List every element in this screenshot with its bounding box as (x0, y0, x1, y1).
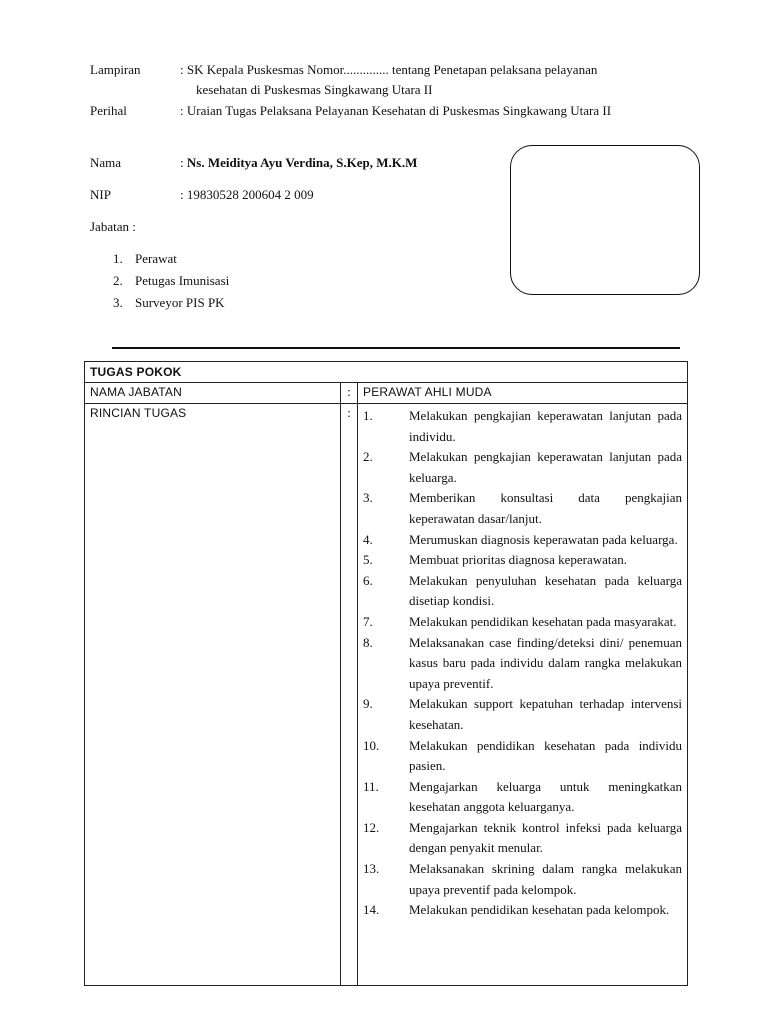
list-item (363, 736, 682, 777)
duties-table (84, 361, 688, 986)
nama-jabatan-colon: : (341, 383, 358, 404)
task-number: 13. (363, 861, 380, 877)
list-item (363, 550, 682, 571)
jabatan-item-number: 3. (113, 295, 123, 310)
task-number: 7. (363, 613, 373, 629)
task-list (363, 406, 682, 921)
perihal-value: : Uraian Tugas Pelaksana Pelayanan Kesehatan di Puskesmas Singkawang Utara II (180, 103, 612, 118)
list-item (363, 777, 682, 818)
nama-value: Ns. Meiditya Ayu Verdina, S.Kep, M.K.M (186, 155, 418, 170)
nama-jabatan-label: NAMA JABATAN (85, 383, 341, 404)
task-number: 9. (363, 696, 373, 712)
list-item (363, 530, 682, 551)
task-text: Melakukan pengkajian keperawatan lanjutan pada individu. (409, 408, 683, 444)
lampiran-value-line2: kesehatan di Puskesmas Singkawang Utara II (196, 82, 433, 97)
task-number: 3. (363, 490, 373, 506)
task-text: Membuat prioritas diagnosa keperawatan. (409, 552, 628, 568)
list-item (363, 694, 682, 735)
lampiran-label: Lampiran (90, 62, 141, 77)
list-item (363, 571, 682, 612)
task-number: 12. (363, 819, 380, 835)
table-title-row (85, 362, 688, 383)
task-text: Melakukan pengkajian keperawatan lanjutan pada keluarga. (409, 449, 683, 485)
task-text: Merumuskan diagnosis keperawatan pada keluarga. (409, 531, 678, 547)
task-text: Melakukan pendidikan kesehatan pada individu pasien. (409, 737, 683, 774)
nama-colon: : (180, 155, 187, 170)
section-divider (112, 347, 680, 349)
task-text: Melaksanakan skrining dalam rangka melakukan upaya preventif pada kelompok. (409, 861, 683, 897)
task-number: 1. (363, 408, 373, 423)
jabatan-list (113, 251, 229, 317)
jabatan-item-number: 1. (113, 251, 123, 266)
task-text: Melakukan pendidikan kesehatan pada kelompok. (409, 902, 670, 918)
list-item (363, 488, 682, 529)
jabatan-item-text: Surveyor PIS PK (135, 295, 225, 310)
rincian-tugas-cell (358, 404, 688, 986)
list-item (363, 612, 682, 633)
task-number: 11. (363, 778, 379, 794)
table-row (85, 383, 688, 404)
photo-placeholder (510, 145, 700, 295)
rincian-tugas-label: RINCIAN TUGAS (85, 404, 341, 986)
perihal-label: Perihal (90, 103, 127, 118)
jabatan-item-number: 2. (113, 273, 123, 288)
jabatan-item (113, 295, 229, 317)
jabatan-label: Jabatan : (90, 219, 136, 234)
task-text: Memberikan konsultasi data pengkajian keperawatan dasar/lanjut. (409, 490, 683, 526)
table-title: TUGAS POKOK (85, 362, 688, 383)
table-row (85, 404, 688, 986)
task-number: 8. (363, 634, 373, 650)
task-number: 6. (363, 572, 373, 588)
lampiran-value: : SK Kepala Puskesmas Nomor.............. tentang Penetapan pelaksana pelayanan (180, 62, 598, 77)
task-number: 2. (363, 449, 373, 465)
list-item (363, 633, 682, 695)
nama-jabatan-value: PERAWAT AHLI MUDA (358, 383, 688, 404)
task-text: Melakukan support kepatuhan terhadap intervensi kesehatan. (409, 696, 683, 732)
jabatan-item (113, 273, 229, 295)
list-item (363, 900, 682, 921)
rincian-tugas-colon: : (341, 404, 358, 986)
list-item (363, 406, 682, 447)
task-number: 5. (363, 552, 373, 568)
jabatan-item-text: Perawat (135, 251, 177, 266)
task-number: 4. (363, 531, 373, 547)
list-item (363, 859, 682, 900)
nip-label: NIP (90, 187, 111, 202)
task-number: 10. (363, 737, 380, 753)
nama-label: Nama (90, 155, 122, 170)
jabatan-item-text: Petugas Imunisasi (135, 273, 230, 288)
task-number: 14. (363, 902, 380, 918)
jabatan-item (113, 251, 229, 273)
task-text: Melakukan penyuluhan kesehatan pada keluarga disetiap kondisi. (409, 572, 683, 609)
list-item (363, 818, 682, 859)
task-text: Melaksanakan case finding/deteksi dini/ penemuan kasus baru pada individu dalam rangka melakukan upaya preventif. (409, 634, 683, 691)
nama-value-wrap (180, 155, 417, 171)
task-text: Melakukan pendidikan kesehatan pada masyarakat. (409, 613, 677, 629)
nip-value: : 19830528 200604 2 009 (180, 187, 314, 202)
task-text: Mengajarkan keluarga untuk meningkatkan kesehatan anggota keluarganya. (409, 778, 683, 815)
list-item (363, 447, 682, 488)
lampiran-value-continued (196, 82, 432, 98)
task-text: Mengajarkan teknik kontrol infeksi pada keluarga dengan penyakit menular. (409, 819, 683, 856)
